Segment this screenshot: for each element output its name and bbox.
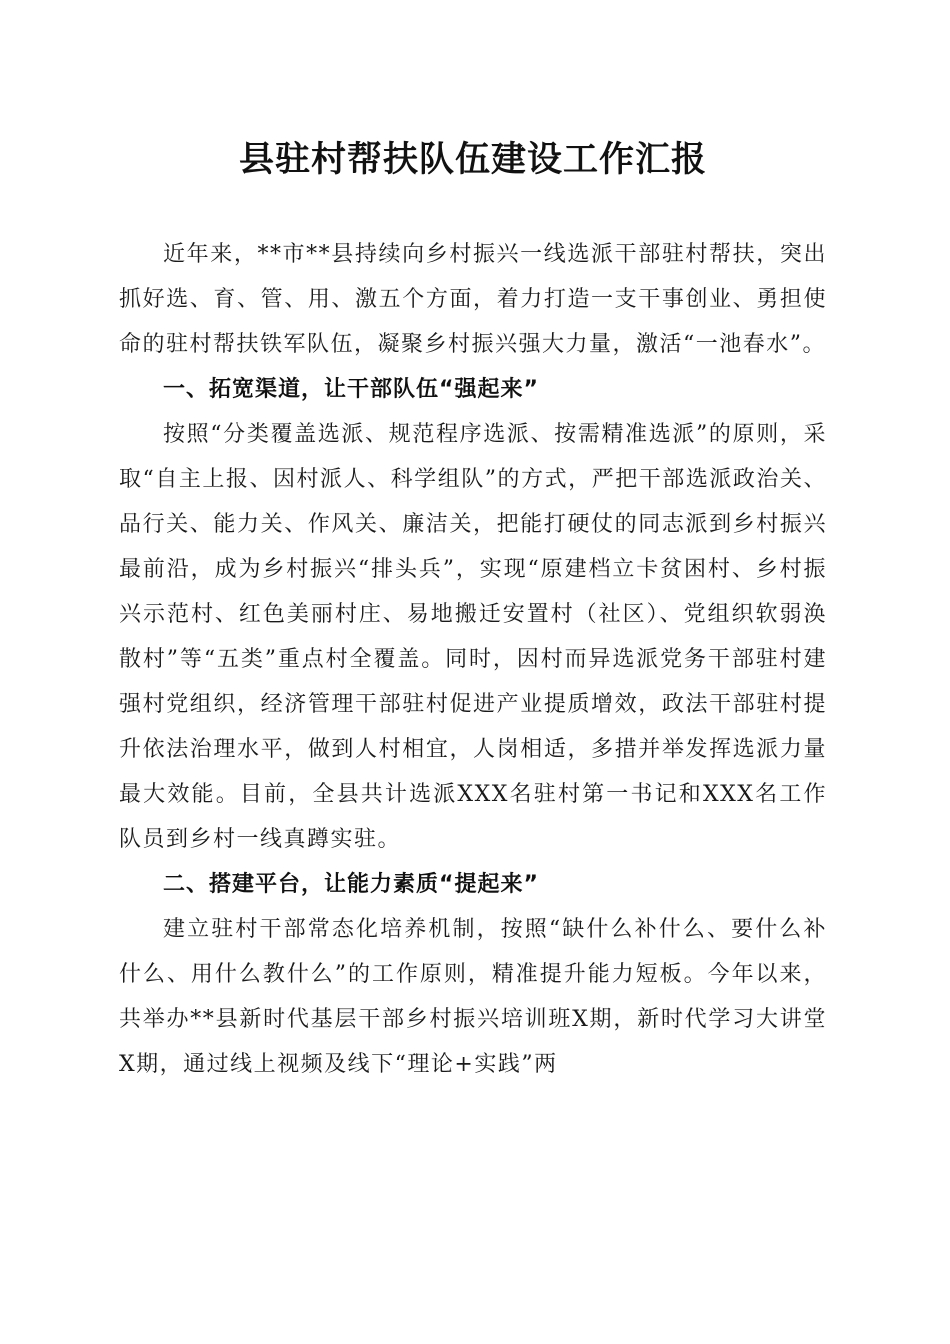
document-title: 县驻村帮扶队伍建设工作汇报 — [238, 139, 707, 180]
section-2-paragraph: 建立驻村干部常态化培养机制，按照“缺什么补什么、要什么补什么、用什么教什么”的工作原则，精准提升能力短板。今年以来，共举办**县新时代基层干部乡村振兴培训班X期，新时代学习大讲堂X期，通过线上视频及线下“理论+实践”两 — [119, 917, 827, 1077]
intro-paragraph: 近年来，**市**县持续向乡村振兴一线选派干部驻村帮扶，突出抓好选、育、管、用、激五个方面，着力打造一支干事创业、勇担使命的驻村帮扶铁军队伍，凝聚乡村振兴强大力量，激活“一池春水”。 — [119, 242, 827, 357]
section-1-heading: 一、拓宽渠道，让干部队伍“强起来” — [163, 377, 539, 402]
document-body — [119, 232, 827, 1087]
section-1-paragraph: 按照“分类覆盖选派、规范程序选派、按需精准选派”的原则，采取“自主上报、因村派人、科学组队”的方式，严把干部选派政治关、品行关、能力关、作风关、廉洁关，把能打硬仗的同志派到乡村振兴最前沿，成为乡村振兴“排头兵”，实现“原建档立卡贫困村、乡村振兴示范村、红色美丽村庄、易地搬迁安置村（社区）、党组织软弱涣散村”等“五类”重点村全覆盖。同时，因村而异选派党务干部驻村建强村党组织，经济管理干部驻村促进产业提质增效，政法干部驻村提升依法治理水平，做到人村相宜，人岗相适，多措并举发挥选派力量最大效能。目前，全县共计选派XXX名驻村第一书记和XXX名工作队员到乡村一线真蹲实驻。 — [119, 422, 827, 852]
section-2-heading: 二、搭建平台，让能力素质“提起来” — [163, 872, 539, 897]
